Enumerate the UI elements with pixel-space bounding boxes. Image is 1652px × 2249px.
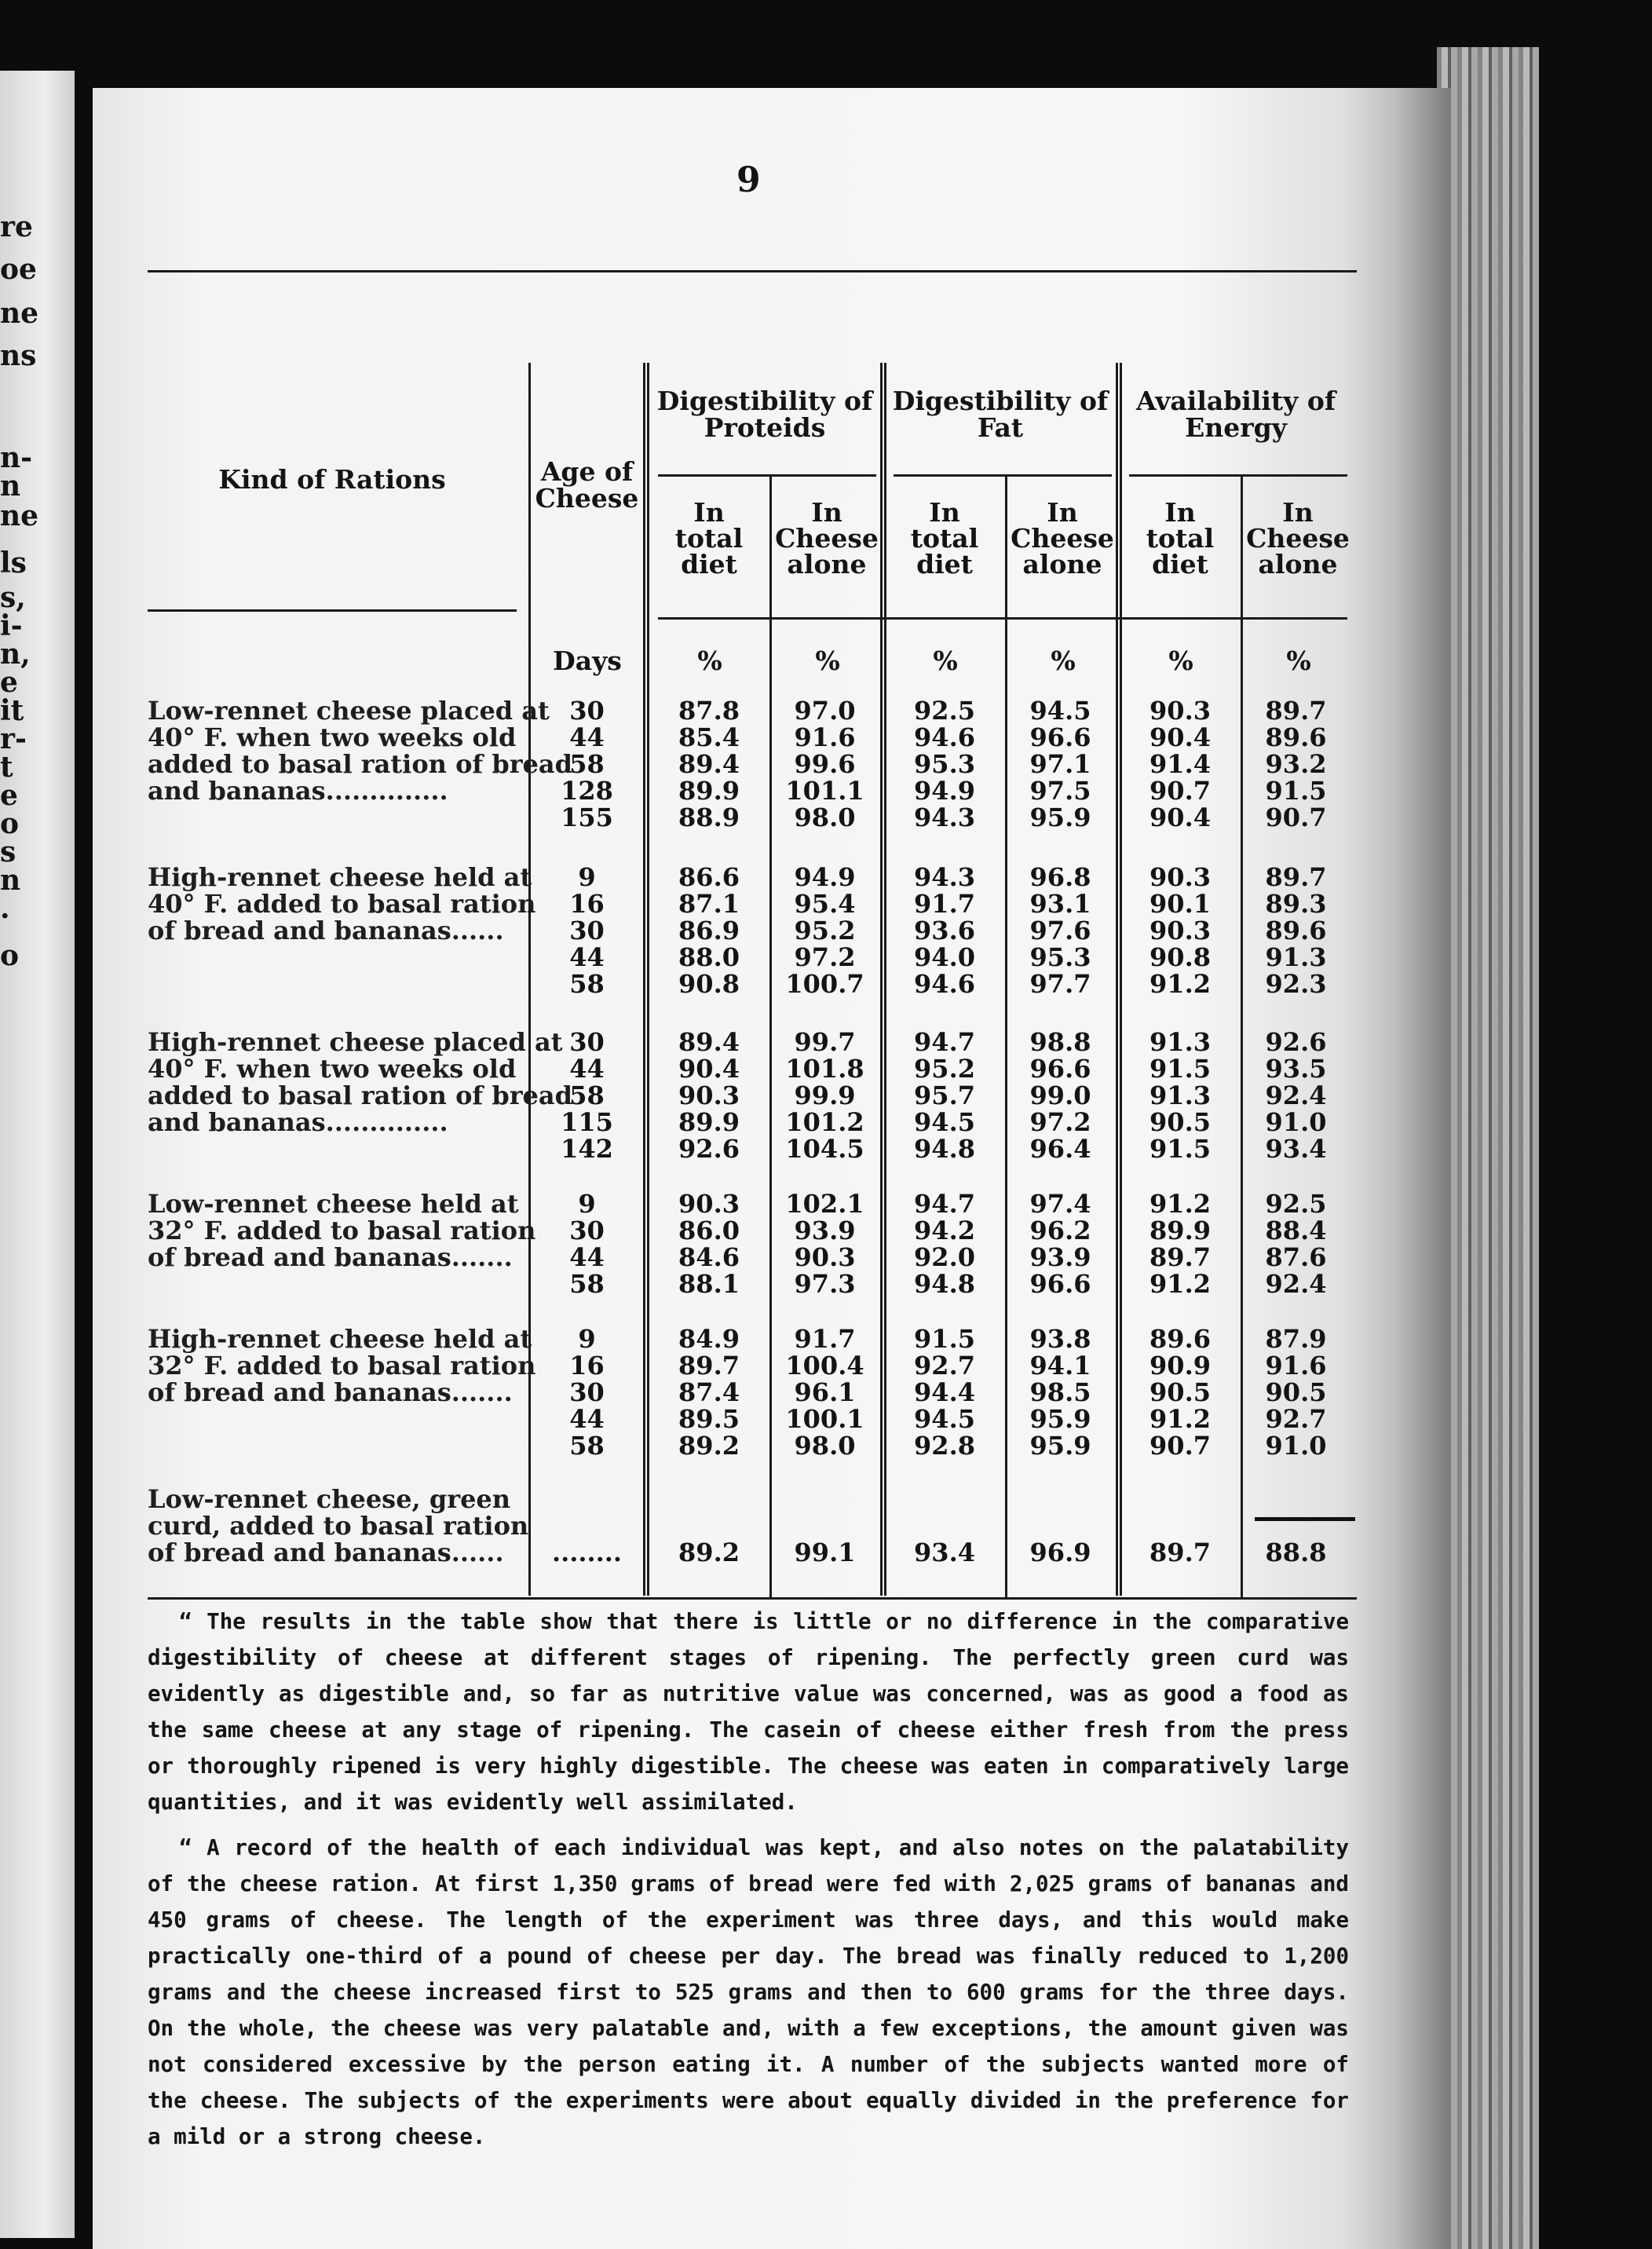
table-cell: 93.4 xyxy=(914,1538,975,1567)
unit-percent: % xyxy=(1168,645,1193,676)
age-column xyxy=(531,1539,643,1566)
units-row xyxy=(148,645,1357,677)
table-cell: 44 xyxy=(569,1242,605,1272)
fat-cheese-column xyxy=(1003,1190,1117,1297)
age-column xyxy=(531,697,643,831)
margin-fragment: i- xyxy=(0,609,23,642)
table-cell: 9 xyxy=(578,862,596,892)
table-cell: 93.5 xyxy=(1265,1054,1327,1084)
proteids-cheese-column xyxy=(768,1539,882,1566)
margin-fragment: o xyxy=(0,939,20,972)
table-cell: 93.9 xyxy=(794,1216,856,1245)
table-cell: 84.9 xyxy=(678,1324,740,1354)
table-cell: 99.9 xyxy=(794,1081,856,1110)
table-cell: 92.6 xyxy=(678,1134,740,1164)
table-cell: 94.5 xyxy=(1029,696,1091,726)
table-cell: 9 xyxy=(578,1324,596,1354)
table-cell: 95.3 xyxy=(914,749,975,779)
margin-fragment: ns xyxy=(0,339,37,372)
table-cell: 87.9 xyxy=(1265,1324,1327,1354)
table-cell: 94.2 xyxy=(914,1216,975,1245)
table-cell: 91.2 xyxy=(1149,1404,1211,1434)
table-cell: 97.0 xyxy=(794,696,856,726)
table-cell: 155 xyxy=(561,803,613,832)
table-cell: 101.2 xyxy=(785,1107,864,1137)
subheader-fat-cheese-alone: In Cheese alone xyxy=(1011,497,1114,580)
table-cell: 94.0 xyxy=(914,942,975,972)
table-cell: 87.1 xyxy=(678,889,740,919)
table-cell: 96.1 xyxy=(794,1377,856,1407)
table-cell: 96.6 xyxy=(1029,1269,1091,1299)
table-cell: 91.4 xyxy=(1149,749,1211,779)
table-cell: 91.7 xyxy=(794,1324,856,1354)
fat-total-column xyxy=(886,1539,1003,1566)
unit-days: Days xyxy=(553,645,622,676)
age-column xyxy=(531,1326,643,1459)
table-cell: 89.2 xyxy=(678,1538,740,1567)
energy-total-column xyxy=(1121,864,1239,997)
table-cell: 94.5 xyxy=(914,1404,975,1434)
table-cell: 91.5 xyxy=(1265,776,1327,806)
column-divider xyxy=(643,363,645,1596)
margin-fragment: . xyxy=(0,892,10,925)
table-cell: 90.8 xyxy=(678,969,740,999)
table-cell: 94.5 xyxy=(914,1107,975,1137)
table-cell: 96.9 xyxy=(1029,1538,1091,1567)
energy-cheese-column xyxy=(1239,697,1353,831)
table-cell: 88.9 xyxy=(678,803,740,832)
table-cell: 58 xyxy=(569,1269,605,1299)
table-cell: 97.1 xyxy=(1029,749,1091,779)
table-cell: 95.2 xyxy=(914,1054,975,1084)
table-cell: 92.4 xyxy=(1265,1269,1327,1299)
table-cell: 97.6 xyxy=(1029,916,1091,945)
subheader-proteids-cheese-alone: In Cheese alone xyxy=(775,497,879,580)
margin-fragment: oe xyxy=(0,253,37,286)
table-cell: 142 xyxy=(561,1134,613,1164)
table-cell: 96.2 xyxy=(1029,1216,1091,1245)
margin-fragment: re xyxy=(0,210,33,243)
table-cell: 89.2 xyxy=(678,1431,740,1461)
energy-cheese-column xyxy=(1239,864,1353,997)
table-cell: 16 xyxy=(569,889,605,919)
dash-mark xyxy=(1255,1517,1355,1521)
table-cell: 90.4 xyxy=(1149,803,1211,832)
proteids-total-column xyxy=(650,1190,768,1297)
table-cell: 90.3 xyxy=(678,1189,740,1219)
margin-fragment: n xyxy=(0,470,21,503)
table-cell: 91.6 xyxy=(1265,1351,1327,1380)
proteids-cheese-column xyxy=(768,1326,882,1459)
adjacent-page-edge xyxy=(0,71,75,2238)
table-cell: 94.3 xyxy=(914,803,975,832)
table-cell: 92.0 xyxy=(914,1242,975,1272)
table-cell: 92.8 xyxy=(914,1431,975,1461)
table-cell: 92.5 xyxy=(914,696,975,726)
table-cell: 97.7 xyxy=(1029,969,1091,999)
table-cell: 91.5 xyxy=(1149,1054,1211,1084)
table-cell: 90.5 xyxy=(1149,1107,1211,1137)
margin-fragment: e xyxy=(0,666,18,699)
table-cell: 89.6 xyxy=(1265,722,1327,752)
proteids-cheese-column xyxy=(768,1190,882,1297)
table-cell: 91.5 xyxy=(914,1324,975,1354)
table-cell: 89.4 xyxy=(678,1027,740,1057)
table-cell: 95.3 xyxy=(1029,942,1091,972)
table-cell: 104.5 xyxy=(785,1134,864,1164)
table-cell: 88.0 xyxy=(678,942,740,972)
table-bottom-rule xyxy=(148,1597,1357,1600)
table-cell: 58 xyxy=(569,1081,605,1110)
table-cell: 97.5 xyxy=(1029,776,1091,806)
margin-fragment: ne xyxy=(0,499,39,532)
table-cell: 94.1 xyxy=(1029,1351,1091,1380)
table-cell: 95.4 xyxy=(794,889,856,919)
margin-fragment: ne xyxy=(0,297,39,330)
energy-total-column xyxy=(1121,1326,1239,1459)
energy-cheese-column xyxy=(1239,1326,1353,1459)
table-cell: 90.7 xyxy=(1149,776,1211,806)
table-cell: 97.2 xyxy=(794,942,856,972)
table-cell: 58 xyxy=(569,1431,605,1461)
table-cell: 89.6 xyxy=(1265,916,1327,945)
unit-percent: % xyxy=(933,645,958,676)
table-cell: 87.4 xyxy=(678,1377,740,1407)
header-digestibility-proteids: Digestibility of Proteids xyxy=(656,386,873,443)
fat-cheese-column xyxy=(1003,697,1117,831)
ration-label: Low-rennet cheese placed at 40° F. when two weeks old added to basal ration of bread and bananas.............. xyxy=(148,696,573,806)
table-cell: 94.8 xyxy=(914,1269,975,1299)
table-cell: 89.6 xyxy=(1149,1324,1211,1354)
table-cell: 94.6 xyxy=(914,969,975,999)
energy-cheese-column xyxy=(1239,1539,1353,1566)
energy-total-column xyxy=(1121,1029,1239,1162)
table-cell: 93.2 xyxy=(1265,749,1327,779)
subheader-fat-total-diet: In total diet xyxy=(910,497,979,580)
table-cell: 90.3 xyxy=(1149,696,1211,726)
header-age-of-cheese: Age of Cheese xyxy=(535,456,639,514)
header-kind-of-rations: Kind of Rations xyxy=(218,464,446,495)
table-cell: ........ xyxy=(551,1538,623,1567)
table-cell: 90.7 xyxy=(1149,1431,1211,1461)
table-cell: 58 xyxy=(569,749,605,779)
table-cell: 87.6 xyxy=(1265,1242,1327,1272)
fat-cheese-column xyxy=(1003,1539,1117,1566)
table-cell: 95.9 xyxy=(1029,803,1091,832)
unit-percent: % xyxy=(697,645,722,676)
table-cell: 92.7 xyxy=(914,1351,975,1380)
table-cell: 96.8 xyxy=(1029,862,1091,892)
table-cell: 30 xyxy=(569,696,605,726)
fat-cheese-column xyxy=(1003,1029,1117,1162)
energy-cheese-column xyxy=(1239,1029,1353,1162)
proteids-total-column xyxy=(650,1539,768,1566)
table-cell: 58 xyxy=(569,969,605,999)
margin-fragment: s xyxy=(0,836,16,869)
page-number: 9 xyxy=(736,160,761,200)
table-cell: 91.2 xyxy=(1149,1189,1211,1219)
proteids-cheese-column xyxy=(768,697,882,831)
proteids-total-column xyxy=(650,1326,768,1459)
table-cell: 44 xyxy=(569,1054,605,1084)
margin-fragment: n- xyxy=(0,441,33,474)
unit-percent: % xyxy=(1286,645,1311,676)
table-cell: 90.4 xyxy=(678,1054,740,1084)
table-cell: 93.4 xyxy=(1265,1134,1327,1164)
table-cell: 30 xyxy=(569,1027,605,1057)
table-cell: 96.6 xyxy=(1029,722,1091,752)
unit-percent: % xyxy=(815,645,840,676)
table-cell: 84.6 xyxy=(678,1242,740,1272)
table-cell: 91.3 xyxy=(1265,942,1327,972)
fat-cheese-column xyxy=(1003,1326,1117,1459)
table-cell: 90.9 xyxy=(1149,1351,1211,1380)
table-cell: 91.2 xyxy=(1149,1269,1211,1299)
table-cell: 90.4 xyxy=(1149,722,1211,752)
table-cell: 92.5 xyxy=(1265,1189,1327,1219)
table-cell: 90.5 xyxy=(1149,1377,1211,1407)
table-cell: 98.5 xyxy=(1029,1377,1091,1407)
table-cell: 91.2 xyxy=(1149,969,1211,999)
table-cell: 94.9 xyxy=(914,776,975,806)
proteids-total-column xyxy=(650,1029,768,1162)
fat-total-column xyxy=(886,697,1003,831)
table-cell: 85.4 xyxy=(678,722,740,752)
table-cell: 91.0 xyxy=(1265,1107,1327,1137)
table-cell: 98.8 xyxy=(1029,1027,1091,1057)
fat-total-column xyxy=(886,864,1003,997)
age-column xyxy=(531,1190,643,1297)
table-cell: 89.7 xyxy=(1149,1538,1211,1567)
table-cell: 100.7 xyxy=(785,969,864,999)
table-cell: 44 xyxy=(569,1404,605,1434)
margin-fragment: o xyxy=(0,807,20,840)
table-cell: 97.2 xyxy=(1029,1107,1091,1137)
table-cell: 30 xyxy=(569,1216,605,1245)
table-cell: 90.3 xyxy=(1149,916,1211,945)
table-cell: 94.9 xyxy=(794,862,856,892)
table-cell: 89.7 xyxy=(1149,1242,1211,1272)
ration-label: High-rennet cheese held at 40° F. added to basal ration of bread and bananas...... xyxy=(148,862,536,945)
table-cell: 99.7 xyxy=(794,1027,856,1057)
proteids-group-rule xyxy=(658,474,876,477)
table-cell: 92.3 xyxy=(1265,969,1327,999)
table-cell: 87.8 xyxy=(678,696,740,726)
table-cell: 98.0 xyxy=(794,1431,856,1461)
table-cell: 90.8 xyxy=(1149,942,1211,972)
fat-total-column xyxy=(886,1029,1003,1162)
kind-header-rule xyxy=(148,609,517,612)
table-cell: 93.9 xyxy=(1029,1242,1091,1272)
energy-total-column xyxy=(1121,1539,1239,1566)
margin-fragment: ls xyxy=(0,547,27,580)
table-cell: 89.3 xyxy=(1265,889,1327,919)
table-cell: 100.4 xyxy=(785,1351,864,1380)
ration-label: Low-rennet cheese held at 32° F. added to basal ration of bread and bananas....... xyxy=(148,1189,536,1272)
proteids-cheese-column xyxy=(768,864,882,997)
table-cell: 102.1 xyxy=(785,1189,864,1219)
fat-total-column xyxy=(886,1326,1003,1459)
book-edge-strip xyxy=(1437,47,1539,2249)
table-cell: 9 xyxy=(578,1189,596,1219)
table-cell: 90.3 xyxy=(678,1081,740,1110)
table-cell: 94.8 xyxy=(914,1134,975,1164)
results-paragraph: “ The results in the table show that there is little or no difference in the comparative digestibility of cheese at different stages of ripening. The perfectly green curd was evidently as digestible and, so far as nutritive value was concerned, was as good a food as the same cheese at any stage of ripening. The casein of cheese either fresh from the press or thoroughly ripened is very highly digestible. The cheese was eaten in comparatively large quantities, and it was evidently well assimilated. xyxy=(148,1609,1349,1815)
table-cell: 99.1 xyxy=(794,1538,856,1567)
table-cell: 95.2 xyxy=(794,916,856,945)
subheader-proteids-total-diet: In total diet xyxy=(674,497,744,580)
age-column xyxy=(531,1029,643,1162)
table-cell: 89.9 xyxy=(678,1107,740,1137)
table-cell: 96.4 xyxy=(1029,1134,1091,1164)
table-cell: 97.3 xyxy=(794,1269,856,1299)
table-cell: 101.1 xyxy=(785,776,864,806)
table-cell: 86.0 xyxy=(678,1216,740,1245)
table-cell: 88.4 xyxy=(1265,1216,1327,1245)
table-cell: 30 xyxy=(569,916,605,945)
table-cell: 98.0 xyxy=(794,803,856,832)
table-cell: 89.7 xyxy=(1265,862,1327,892)
health-record-paragraph: “ A record of the health of each individual was kept, and also notes on the palatability of the cheese ration. At first 1,350 grams of bread were fed with 2,025 grams of bananas and 450 grams of cheese. The length of the experiment was three days, and this would make practically one-third of a pound of cheese per day. The bread was finally reduced to 1,200 grams and the cheese increased first to 525 grams and then to 600 grams for the three days. On the whole, the cheese was very palatable and, with a few exceptions, the amount given was not considered excessive by the person eating it. A number of the subjects wanted more of the cheese. The subjects of the experiments were about equally divided in the preference for a mild or a strong cheese. xyxy=(148,1835,1349,2149)
table-cell: 94.3 xyxy=(914,862,975,892)
table-cell: 91.6 xyxy=(794,722,856,752)
table-cell: 86.6 xyxy=(678,862,740,892)
ration-label: Low-rennet cheese, green curd, added to basal ration of bread and bananas...... xyxy=(148,1484,529,1567)
table-cell: 90.5 xyxy=(1265,1377,1327,1407)
table-cell: 96.6 xyxy=(1029,1054,1091,1084)
table-cell: 94.4 xyxy=(914,1377,975,1407)
ration-label: High-rennet cheese held at 32° F. added to basal ration of bread and bananas....... xyxy=(148,1324,536,1407)
header-availability-energy: Availability of Energy xyxy=(1135,386,1336,443)
table-cell: 128 xyxy=(561,776,613,806)
table-cell: 90.3 xyxy=(1149,862,1211,892)
table-cell: 89.5 xyxy=(678,1404,740,1434)
table-cell: 97.4 xyxy=(1029,1189,1091,1219)
proteids-cheese-column xyxy=(768,1029,882,1162)
table-top-rule xyxy=(148,270,1357,272)
table-cell: 89.4 xyxy=(678,749,740,779)
energy-cheese-column xyxy=(1239,1190,1353,1297)
margin-fragment: e xyxy=(0,779,18,812)
margin-fragment: it xyxy=(0,694,24,727)
column-divider xyxy=(647,363,649,1596)
table-cell: 100.1 xyxy=(785,1404,864,1434)
proteids-total-column xyxy=(650,864,768,997)
table-cell: 90.7 xyxy=(1265,803,1327,832)
margin-fragment: t xyxy=(0,751,13,784)
table-cell: 89.9 xyxy=(678,776,740,806)
table-cell: 94.7 xyxy=(914,1027,975,1057)
table-cell: 91.3 xyxy=(1149,1081,1211,1110)
table-cell: 93.6 xyxy=(914,916,975,945)
subheader-rule xyxy=(658,617,1347,620)
fat-group-rule xyxy=(894,474,1112,477)
margin-fragment: s, xyxy=(0,581,26,614)
header-digestibility-fat: Digestibility of Fat xyxy=(892,386,1109,443)
table-cell: 92.7 xyxy=(1265,1404,1327,1434)
subheader-energy-total-diet: In total diet xyxy=(1146,497,1215,580)
table-cell: 92.4 xyxy=(1265,1081,1327,1110)
margin-fragment: n, xyxy=(0,638,31,671)
table-cell: 93.1 xyxy=(1029,889,1091,919)
table-cell: 90.3 xyxy=(794,1242,856,1272)
age-column xyxy=(531,864,643,997)
table-cell: 90.1 xyxy=(1149,889,1211,919)
table-cell: 86.9 xyxy=(678,916,740,945)
table-cell: 44 xyxy=(569,722,605,752)
table-cell: 89.9 xyxy=(1149,1216,1211,1245)
unit-percent: % xyxy=(1051,645,1076,676)
table-cell: 88.1 xyxy=(678,1269,740,1299)
fat-total-column xyxy=(886,1190,1003,1297)
table-cell: 95.9 xyxy=(1029,1404,1091,1434)
table-cell: 91.5 xyxy=(1149,1134,1211,1164)
document-page xyxy=(93,88,1451,2249)
table-cell: 99.0 xyxy=(1029,1081,1091,1110)
digestibility-table xyxy=(148,270,1357,1605)
table-cell: 16 xyxy=(569,1351,605,1380)
table-cell: 95.9 xyxy=(1029,1431,1091,1461)
energy-total-column xyxy=(1121,697,1239,831)
table-cell: 89.7 xyxy=(1265,696,1327,726)
fat-cheese-column xyxy=(1003,864,1117,997)
table-cell: 30 xyxy=(569,1377,605,1407)
table-cell: 91.7 xyxy=(914,889,975,919)
table-cell: 44 xyxy=(569,942,605,972)
table-cell: 93.8 xyxy=(1029,1324,1091,1354)
margin-fragment: n xyxy=(0,864,21,897)
table-cell: 99.6 xyxy=(794,749,856,779)
table-cell: 88.8 xyxy=(1265,1538,1327,1567)
table-cell: 94.7 xyxy=(914,1189,975,1219)
table-cell: 91.3 xyxy=(1149,1027,1211,1057)
ration-label: High-rennet cheese placed at 40° F. when two weeks old added to basal ration of bread and bananas.............. xyxy=(148,1027,573,1137)
table-cell: 91.0 xyxy=(1265,1431,1327,1461)
proteids-total-column xyxy=(650,697,768,831)
table-cell: 92.6 xyxy=(1265,1027,1327,1057)
table-cell: 94.6 xyxy=(914,722,975,752)
table-cell: 101.8 xyxy=(785,1054,864,1084)
table-cell: 115 xyxy=(561,1107,613,1137)
margin-fragment: r- xyxy=(0,722,27,755)
energy-total-column xyxy=(1121,1190,1239,1297)
table-cell: 95.7 xyxy=(914,1081,975,1110)
table-cell: 89.7 xyxy=(678,1351,740,1380)
subheader-energy-cheese-alone: In Cheese alone xyxy=(1246,497,1350,580)
energy-group-rule xyxy=(1129,474,1347,477)
